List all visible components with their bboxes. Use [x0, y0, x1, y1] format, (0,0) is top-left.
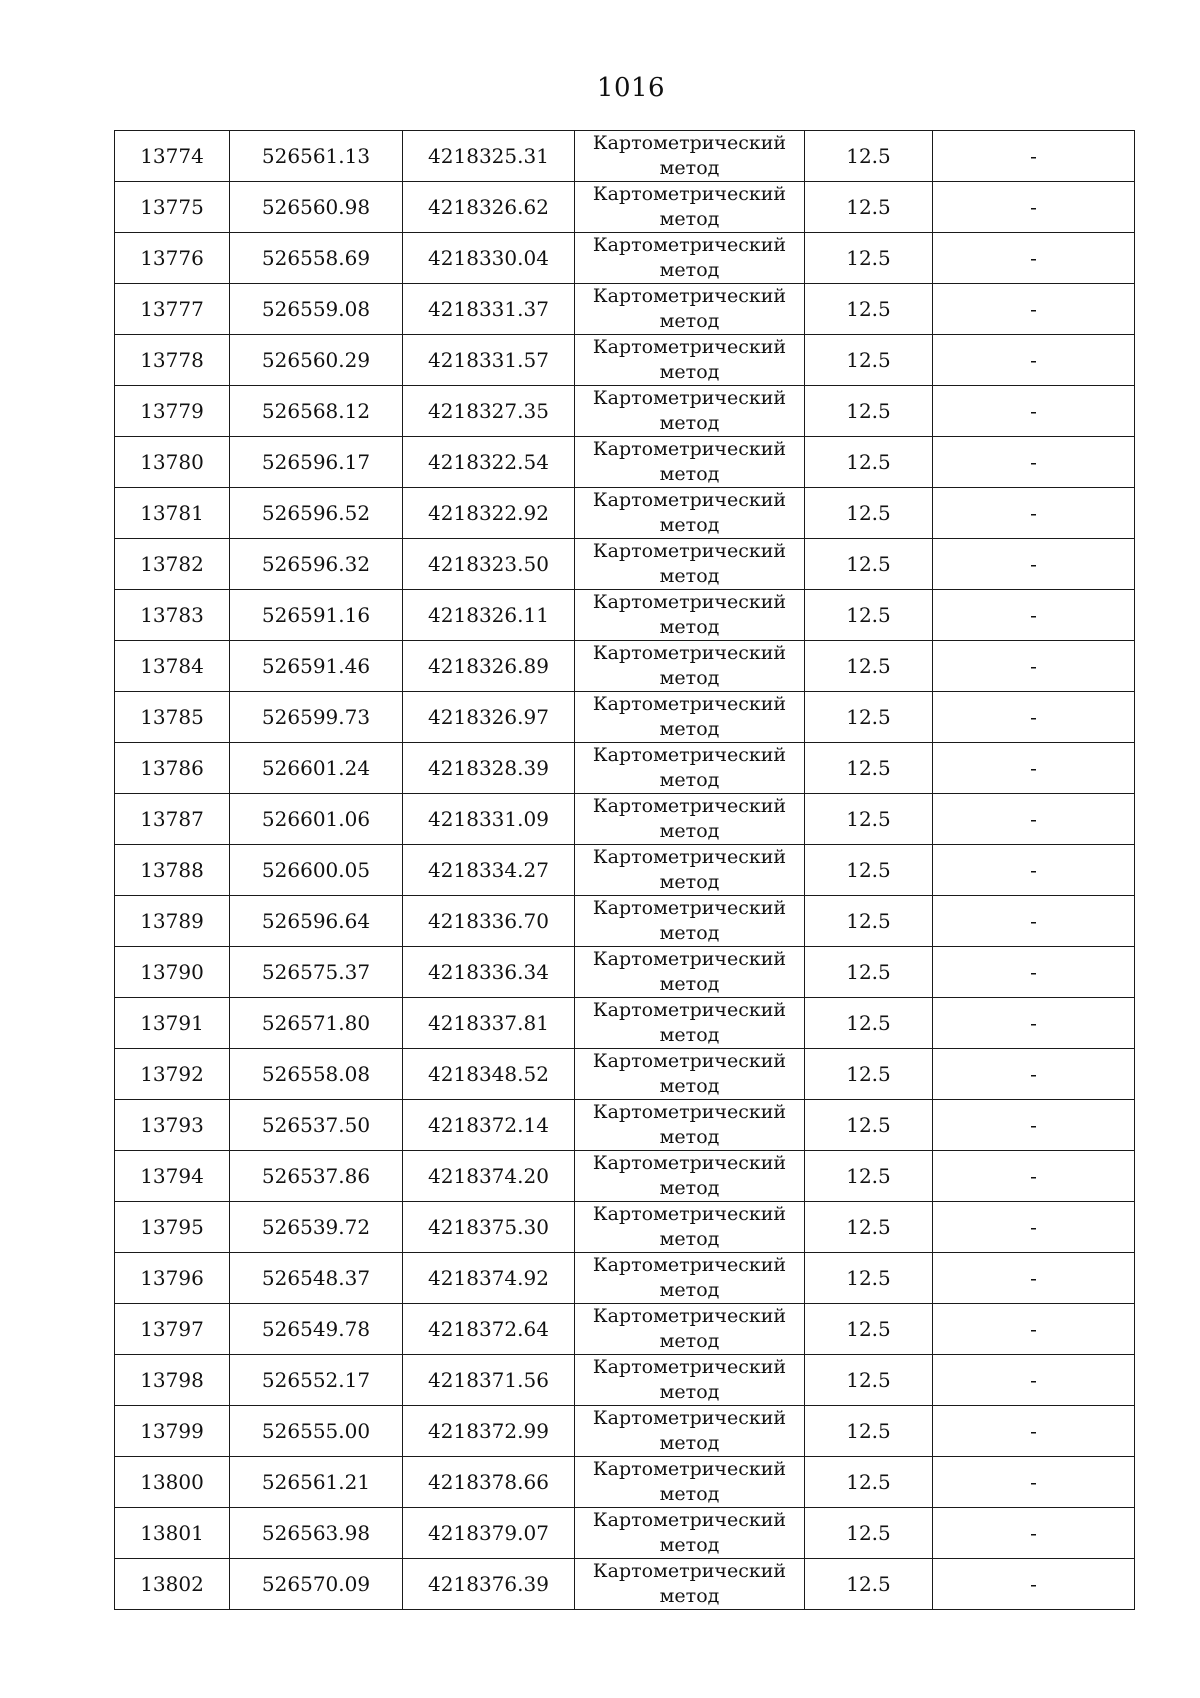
method-text-line: метод [659, 1177, 720, 1199]
method-text-line: Картометрический [592, 897, 787, 919]
y-coordinate-cell: 4218323.50 [403, 539, 575, 590]
accuracy-cell: 12.5 [805, 1304, 933, 1355]
y-coordinate-cell: 4218372.64 [403, 1304, 575, 1355]
x-coordinate-cell: 526596.64 [230, 896, 403, 947]
point-id-cell: 13787 [115, 794, 230, 845]
note-cell: - [933, 590, 1135, 641]
y-coordinate-cell: 4218374.92 [403, 1253, 575, 1304]
method-text-line: Картометрический [592, 846, 787, 868]
point-id-cell: 13789 [115, 896, 230, 947]
x-coordinate-cell: 526568.12 [230, 386, 403, 437]
table-row [115, 794, 1135, 845]
method-cell [575, 284, 805, 335]
method-cell [575, 1253, 805, 1304]
table-row [115, 386, 1135, 437]
y-coordinate-cell: 4218336.34 [403, 947, 575, 998]
method-text-line: Картометрический [592, 693, 787, 715]
x-coordinate-cell: 526591.46 [230, 641, 403, 692]
y-coordinate-cell: 4218371.56 [403, 1355, 575, 1406]
table-row [115, 845, 1135, 896]
x-coordinate-cell: 526563.98 [230, 1508, 403, 1559]
y-coordinate-cell: 4218331.09 [403, 794, 575, 845]
method-text-line: Картометрический [592, 540, 787, 562]
accuracy-cell: 12.5 [805, 335, 933, 386]
method-text-line: метод [659, 259, 720, 281]
x-coordinate-cell: 526558.69 [230, 233, 403, 284]
table-row [115, 1151, 1135, 1202]
table-row [115, 233, 1135, 284]
y-coordinate-cell: 4218331.57 [403, 335, 575, 386]
x-coordinate-cell: 526571.80 [230, 998, 403, 1049]
point-id-cell: 13797 [115, 1304, 230, 1355]
x-coordinate-cell: 526601.06 [230, 794, 403, 845]
point-id-cell: 13791 [115, 998, 230, 1049]
method-text-line: Картометрический [592, 591, 787, 613]
method-text-line: метод [659, 973, 720, 995]
method-cell [575, 437, 805, 488]
point-id-cell: 13786 [115, 743, 230, 794]
method-cell [575, 1202, 805, 1253]
y-coordinate-cell: 4218326.11 [403, 590, 575, 641]
y-coordinate-cell: 4218330.04 [403, 233, 575, 284]
method-text-line: метод [659, 1075, 720, 1097]
page-number: 1016 [596, 73, 666, 103]
x-coordinate-cell: 526560.98 [230, 182, 403, 233]
method-cell [575, 845, 805, 896]
method-text-line: Картометрический [592, 1356, 787, 1378]
accuracy-cell: 12.5 [805, 845, 933, 896]
point-id-cell: 13783 [115, 590, 230, 641]
table-row [115, 1508, 1135, 1559]
accuracy-cell: 12.5 [805, 1406, 933, 1457]
x-coordinate-cell: 526561.21 [230, 1457, 403, 1508]
accuracy-cell: 12.5 [805, 437, 933, 488]
method-cell [575, 1049, 805, 1100]
accuracy-cell: 12.5 [805, 896, 933, 947]
note-cell: - [933, 743, 1135, 794]
accuracy-cell: 12.5 [805, 947, 933, 998]
y-coordinate-cell: 4218326.89 [403, 641, 575, 692]
table-row [115, 1559, 1135, 1610]
method-text-line: метод [659, 1024, 720, 1046]
method-text-line: Картометрический [592, 1305, 787, 1327]
y-coordinate-cell: 4218336.70 [403, 896, 575, 947]
y-coordinate-cell: 4218374.20 [403, 1151, 575, 1202]
accuracy-cell: 12.5 [805, 1457, 933, 1508]
note-cell: - [933, 1100, 1135, 1151]
table-row [115, 641, 1135, 692]
method-text-line: метод [659, 1228, 720, 1250]
y-coordinate-cell: 4218378.66 [403, 1457, 575, 1508]
point-id-cell: 13781 [115, 488, 230, 539]
note-cell: - [933, 488, 1135, 539]
method-text-line: Картометрический [592, 744, 787, 766]
method-text-line: Картометрический [592, 285, 787, 307]
x-coordinate-cell: 526570.09 [230, 1559, 403, 1610]
method-cell [575, 488, 805, 539]
table-row [115, 1253, 1135, 1304]
x-coordinate-cell: 526559.08 [230, 284, 403, 335]
accuracy-cell: 12.5 [805, 1202, 933, 1253]
method-cell [575, 1406, 805, 1457]
note-cell: - [933, 1202, 1135, 1253]
accuracy-cell: 12.5 [805, 539, 933, 590]
method-cell [575, 1457, 805, 1508]
table-row [115, 998, 1135, 1049]
point-id-cell: 13802 [115, 1559, 230, 1610]
note-cell: - [933, 437, 1135, 488]
note-cell: - [933, 692, 1135, 743]
table-row [115, 896, 1135, 947]
method-cell [575, 386, 805, 437]
method-text-line: метод [659, 1381, 720, 1403]
method-text-line: метод [659, 616, 720, 638]
method-text-line: метод [659, 718, 720, 740]
accuracy-cell: 12.5 [805, 1151, 933, 1202]
point-id-cell: 13801 [115, 1508, 230, 1559]
method-text-line: Картометрический [592, 438, 787, 460]
method-text-line: метод [659, 769, 720, 791]
method-text-line: метод [659, 820, 720, 842]
y-coordinate-cell: 4218372.99 [403, 1406, 575, 1457]
note-cell: - [933, 794, 1135, 845]
accuracy-cell: 12.5 [805, 1355, 933, 1406]
table-row [115, 131, 1135, 182]
method-cell [575, 539, 805, 590]
accuracy-cell: 12.5 [805, 1049, 933, 1100]
method-text-line: Картометрический [592, 999, 787, 1021]
method-text-line: метод [659, 1585, 720, 1607]
point-id-cell: 13794 [115, 1151, 230, 1202]
y-coordinate-cell: 4218334.27 [403, 845, 575, 896]
x-coordinate-cell: 526591.16 [230, 590, 403, 641]
point-id-cell: 13774 [115, 131, 230, 182]
method-text-line: метод [659, 1534, 720, 1556]
note-cell: - [933, 1355, 1135, 1406]
table-row [115, 284, 1135, 335]
table-row [115, 335, 1135, 386]
note-cell: - [933, 386, 1135, 437]
method-text-line: Картометрический [592, 132, 787, 154]
method-cell [575, 590, 805, 641]
note-cell: - [933, 845, 1135, 896]
accuracy-cell: 12.5 [805, 1508, 933, 1559]
method-text-line: метод [659, 157, 720, 179]
method-text-line: метод [659, 922, 720, 944]
method-cell [575, 641, 805, 692]
accuracy-cell: 12.5 [805, 692, 933, 743]
accuracy-cell: 12.5 [805, 131, 933, 182]
y-coordinate-cell: 4218322.54 [403, 437, 575, 488]
method-text-line: метод [659, 1279, 720, 1301]
method-text-line: Картометрический [592, 234, 787, 256]
note-cell: - [933, 1049, 1135, 1100]
accuracy-cell: 12.5 [805, 1253, 933, 1304]
point-id-cell: 13779 [115, 386, 230, 437]
table-row [115, 743, 1135, 794]
method-text-line: Картометрический [592, 1152, 787, 1174]
accuracy-cell: 12.5 [805, 641, 933, 692]
x-coordinate-cell: 526561.13 [230, 131, 403, 182]
accuracy-cell: 12.5 [805, 590, 933, 641]
x-coordinate-cell: 526558.08 [230, 1049, 403, 1100]
y-coordinate-cell: 4218326.62 [403, 182, 575, 233]
accuracy-cell: 12.5 [805, 233, 933, 284]
method-text-line: Картометрический [592, 1203, 787, 1225]
table-row [115, 1202, 1135, 1253]
method-cell [575, 1355, 805, 1406]
point-id-cell: 13790 [115, 947, 230, 998]
table-row [115, 437, 1135, 488]
x-coordinate-cell: 526600.05 [230, 845, 403, 896]
table-row [115, 947, 1135, 998]
method-cell [575, 335, 805, 386]
note-cell: - [933, 1151, 1135, 1202]
note-cell: - [933, 1457, 1135, 1508]
point-id-cell: 13777 [115, 284, 230, 335]
point-id-cell: 13792 [115, 1049, 230, 1100]
method-text-line: Картометрический [592, 1050, 787, 1072]
note-cell: - [933, 998, 1135, 1049]
method-cell [575, 131, 805, 182]
x-coordinate-cell: 526596.32 [230, 539, 403, 590]
method-cell [575, 896, 805, 947]
point-id-cell: 13782 [115, 539, 230, 590]
method-text-line: метод [659, 1483, 720, 1505]
method-cell [575, 182, 805, 233]
y-coordinate-cell: 4218376.39 [403, 1559, 575, 1610]
x-coordinate-cell: 526539.72 [230, 1202, 403, 1253]
note-cell: - [933, 284, 1135, 335]
x-coordinate-cell: 526537.50 [230, 1100, 403, 1151]
method-text-line: Картометрический [592, 1101, 787, 1123]
y-coordinate-cell: 4218348.52 [403, 1049, 575, 1100]
y-coordinate-cell: 4218322.92 [403, 488, 575, 539]
accuracy-cell: 12.5 [805, 794, 933, 845]
point-id-cell: 13800 [115, 1457, 230, 1508]
method-text-line: метод [659, 1126, 720, 1148]
method-text-line: метод [659, 208, 720, 230]
method-cell [575, 692, 805, 743]
point-id-cell: 13788 [115, 845, 230, 896]
table-body [115, 131, 1135, 1610]
y-coordinate-cell: 4218337.81 [403, 998, 575, 1049]
method-cell [575, 1559, 805, 1610]
note-cell: - [933, 641, 1135, 692]
y-coordinate-cell: 4218328.39 [403, 743, 575, 794]
point-id-cell: 13799 [115, 1406, 230, 1457]
table-row [115, 488, 1135, 539]
note-cell: - [933, 1406, 1135, 1457]
method-text-line: метод [659, 412, 720, 434]
x-coordinate-cell: 526552.17 [230, 1355, 403, 1406]
accuracy-cell: 12.5 [805, 998, 933, 1049]
point-id-cell: 13796 [115, 1253, 230, 1304]
accuracy-cell: 12.5 [805, 1559, 933, 1610]
x-coordinate-cell: 526596.52 [230, 488, 403, 539]
table-row [115, 1355, 1135, 1406]
point-id-cell: 13780 [115, 437, 230, 488]
note-cell: - [933, 1559, 1135, 1610]
coordinates-table-container [114, 130, 1134, 1610]
x-coordinate-cell: 526560.29 [230, 335, 403, 386]
method-text-line: Картометрический [592, 1560, 787, 1582]
method-text-line: Картометрический [592, 795, 787, 817]
method-text-line: Картометрический [592, 387, 787, 409]
method-text-line: Картометрический [592, 1254, 787, 1276]
method-text-line: метод [659, 463, 720, 485]
point-id-cell: 13776 [115, 233, 230, 284]
method-text-line: Картометрический [592, 336, 787, 358]
x-coordinate-cell: 526549.78 [230, 1304, 403, 1355]
method-text-line: Картометрический [592, 948, 787, 970]
note-cell: - [933, 1304, 1135, 1355]
note-cell: - [933, 233, 1135, 284]
y-coordinate-cell: 4218331.37 [403, 284, 575, 335]
accuracy-cell: 12.5 [805, 182, 933, 233]
method-text-line: Картометрический [592, 642, 787, 664]
y-coordinate-cell: 4218326.97 [403, 692, 575, 743]
table-row [115, 539, 1135, 590]
table-row [115, 590, 1135, 641]
method-text-line: Картометрический [592, 1458, 787, 1480]
table-row [115, 692, 1135, 743]
method-text-line: Картометрический [592, 489, 787, 511]
accuracy-cell: 12.5 [805, 488, 933, 539]
method-cell [575, 1151, 805, 1202]
x-coordinate-cell: 526548.37 [230, 1253, 403, 1304]
method-cell [575, 794, 805, 845]
x-coordinate-cell: 526596.17 [230, 437, 403, 488]
point-id-cell: 13793 [115, 1100, 230, 1151]
table-row [115, 1406, 1135, 1457]
note-cell: - [933, 182, 1135, 233]
method-text-line: метод [659, 871, 720, 893]
table-row [115, 1100, 1135, 1151]
method-text-line: Картометрический [592, 1407, 787, 1429]
point-id-cell: 13784 [115, 641, 230, 692]
coordinates-table [114, 130, 1135, 1610]
point-id-cell: 13775 [115, 182, 230, 233]
method-text-line: метод [659, 667, 720, 689]
note-cell: - [933, 1508, 1135, 1559]
accuracy-cell: 12.5 [805, 1100, 933, 1151]
method-cell [575, 743, 805, 794]
method-text-line: метод [659, 1432, 720, 1454]
method-text-line: метод [659, 514, 720, 536]
x-coordinate-cell: 526599.73 [230, 692, 403, 743]
accuracy-cell: 12.5 [805, 743, 933, 794]
x-coordinate-cell: 526601.24 [230, 743, 403, 794]
point-id-cell: 13785 [115, 692, 230, 743]
x-coordinate-cell: 526555.00 [230, 1406, 403, 1457]
y-coordinate-cell: 4218379.07 [403, 1508, 575, 1559]
y-coordinate-cell: 4218375.30 [403, 1202, 575, 1253]
y-coordinate-cell: 4218325.31 [403, 131, 575, 182]
accuracy-cell: 12.5 [805, 284, 933, 335]
table-row [115, 1049, 1135, 1100]
note-cell: - [933, 947, 1135, 998]
point-id-cell: 13798 [115, 1355, 230, 1406]
method-text-line: метод [659, 1330, 720, 1352]
method-cell [575, 1100, 805, 1151]
note-cell: - [933, 1253, 1135, 1304]
note-cell: - [933, 896, 1135, 947]
note-cell: - [933, 335, 1135, 386]
table-row [115, 1457, 1135, 1508]
note-cell: - [933, 131, 1135, 182]
method-text-line: метод [659, 310, 720, 332]
method-cell [575, 233, 805, 284]
method-cell [575, 947, 805, 998]
y-coordinate-cell: 4218372.14 [403, 1100, 575, 1151]
method-text-line: Картометрический [592, 183, 787, 205]
method-cell [575, 1304, 805, 1355]
method-cell [575, 1508, 805, 1559]
method-cell [575, 998, 805, 1049]
method-text-line: метод [659, 565, 720, 587]
x-coordinate-cell: 526575.37 [230, 947, 403, 998]
y-coordinate-cell: 4218327.35 [403, 386, 575, 437]
point-id-cell: 13778 [115, 335, 230, 386]
table-row [115, 182, 1135, 233]
accuracy-cell: 12.5 [805, 386, 933, 437]
note-cell: - [933, 539, 1135, 590]
method-text-line: метод [659, 361, 720, 383]
method-text-line: Картометрический [592, 1509, 787, 1531]
table-row [115, 1304, 1135, 1355]
point-id-cell: 13795 [115, 1202, 230, 1253]
x-coordinate-cell: 526537.86 [230, 1151, 403, 1202]
